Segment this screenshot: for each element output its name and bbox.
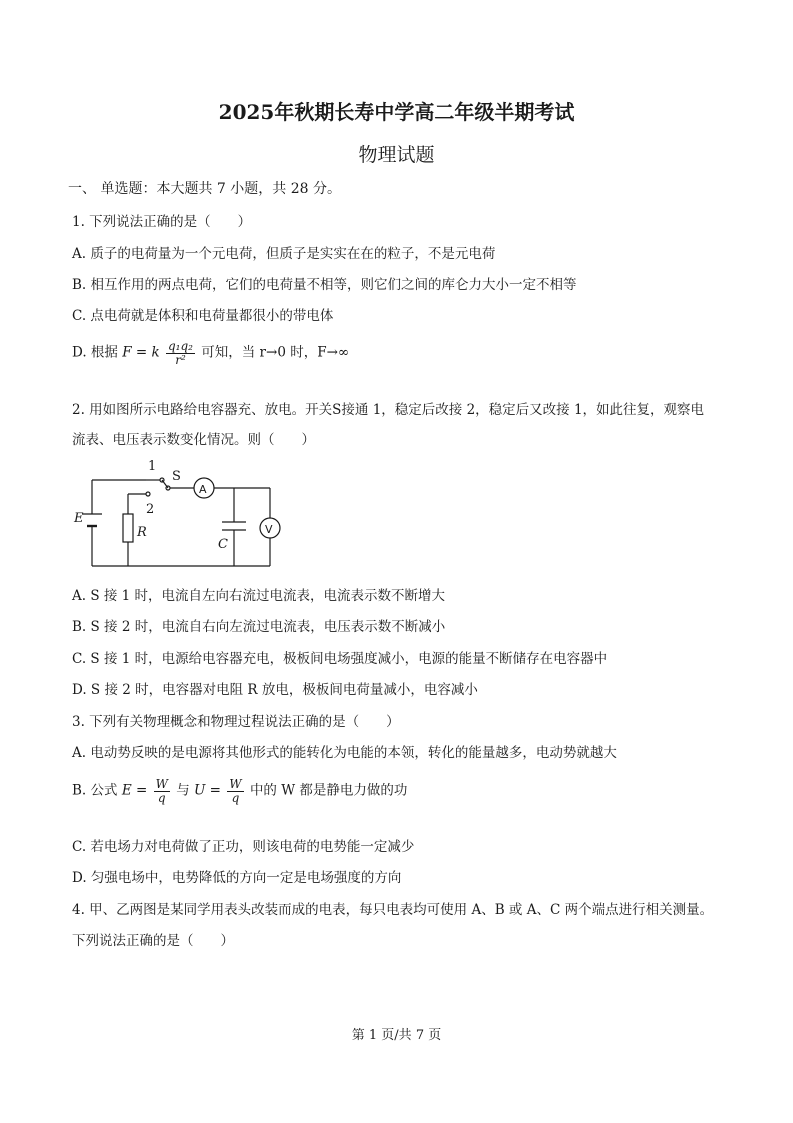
resistor-label: R — [137, 525, 147, 540]
q2-stem-line2: 流表、电压表示数变化情况。则（ ） — [72, 432, 315, 448]
q2-option-a: A. S 接 1 时，电流自左向右流过电流表，电流表示数不断增大 — [72, 588, 446, 604]
switch-pos2-label: 2 — [146, 502, 155, 517]
q1-d-formula-lhs: F = k — [122, 344, 160, 361]
q2-stem-line1: 2. 用如图所示电路给电容器充、放电。开关S接通 1，稳定后改接 2，稳定后又改接 1，如此往复，观察电 — [72, 402, 705, 418]
q1-d-numerator: q₁q₂ — [167, 339, 193, 353]
q2-option-b: B. S 接 2 时，电流自右向左流过电流表，电压表示数不断减小 — [72, 619, 446, 635]
q4-stem-line2: 下列说法正确的是（ ） — [72, 933, 234, 949]
q3-option-c: C. 若电场力对电荷做了正功，则该电荷的电势能一定减少 — [72, 839, 415, 855]
q3-stem: 3. 下列有关物理概念和物理过程说法正确的是（ ） — [72, 714, 400, 730]
q3-b-f1-fraction — [154, 778, 170, 804]
q3-b-f2-denominator: q — [231, 790, 240, 805]
q4-stem-line1: 4. 甲、乙两图是某同学用表头改装而成的电表，每只电表均可使用 A、B 或 A、C 两个端点进行相关测量。 — [72, 902, 714, 918]
q2-option-c: C. S 接 1 时，电源给电容器充电，极板间电场强度减小，电源的能量不断储存在电容器中 — [72, 651, 608, 667]
ammeter-label: A — [199, 483, 207, 496]
q3-option-b — [72, 778, 407, 804]
q3-b-mid: 与 — [176, 782, 190, 799]
exam-title: 2025年秋期长寿中学高二年级半期考试 — [218, 100, 575, 124]
q1-option-c: C. 点电荷就是体积和电荷量都很小的带电体 — [72, 308, 334, 324]
q3-option-a: A. 电动势反映的是电源将其他形式的能转化为电能的本领，转化的能量越多，电动势就越大 — [72, 745, 617, 761]
q1-d-prefix: D. 根据 — [72, 344, 118, 361]
q1-d-fraction — [166, 340, 195, 366]
q1-stem: 1. 下列说法正确的是（ ） — [72, 214, 252, 230]
q3-b-f1-lhs: E = — [121, 782, 148, 799]
q1-d-suffix: 可知，当 r→0 时，F→∞ — [201, 344, 350, 361]
q1-option-b: B. 相互作用的两点电荷，它们的电荷量不相等，则它们之间的库仑力大小一定不相等 — [72, 277, 577, 293]
circuit-diagram — [70, 456, 310, 576]
q3-b-f2-lhs: U = — [194, 782, 221, 799]
q3-b-f1-denominator: q — [157, 790, 166, 805]
page-footer: 第 1 页/共 7 页 — [351, 1028, 442, 1043]
switch-pos1-label: 1 — [148, 459, 157, 474]
q1-option-d — [72, 340, 349, 366]
voltmeter-label: V — [265, 523, 273, 536]
q3-b-f2-numerator: W — [229, 777, 242, 791]
switch-label: S — [172, 469, 181, 484]
emf-label: E — [74, 511, 84, 526]
section-heading: 一、 单选题：本大题共 7 小题，共 28 分。 — [68, 181, 341, 197]
q1-d-denominator: r² — [175, 352, 186, 367]
q3-option-d: D. 匀强电场中，电势降低的方向一定是电场强度的方向 — [72, 870, 402, 886]
exam-subtitle: 物理试题 — [358, 144, 435, 166]
capacitor-label: C — [218, 537, 228, 552]
q3-b-prefix: B. 公式 — [72, 782, 118, 799]
q3-b-f1-numerator: W — [155, 777, 168, 791]
q2-option-d: D. S 接 2 时，电容器对电阻 R 放电，极板间电荷量减小，电容减小 — [72, 682, 478, 698]
q1-option-a: A. 质子的电荷量为一个元电荷，但质子是实实在在的粒子，不是元电荷 — [72, 246, 496, 262]
q3-b-f2-fraction — [227, 778, 243, 804]
q3-b-suffix: 中的 W 都是静电力做的功 — [249, 782, 408, 799]
